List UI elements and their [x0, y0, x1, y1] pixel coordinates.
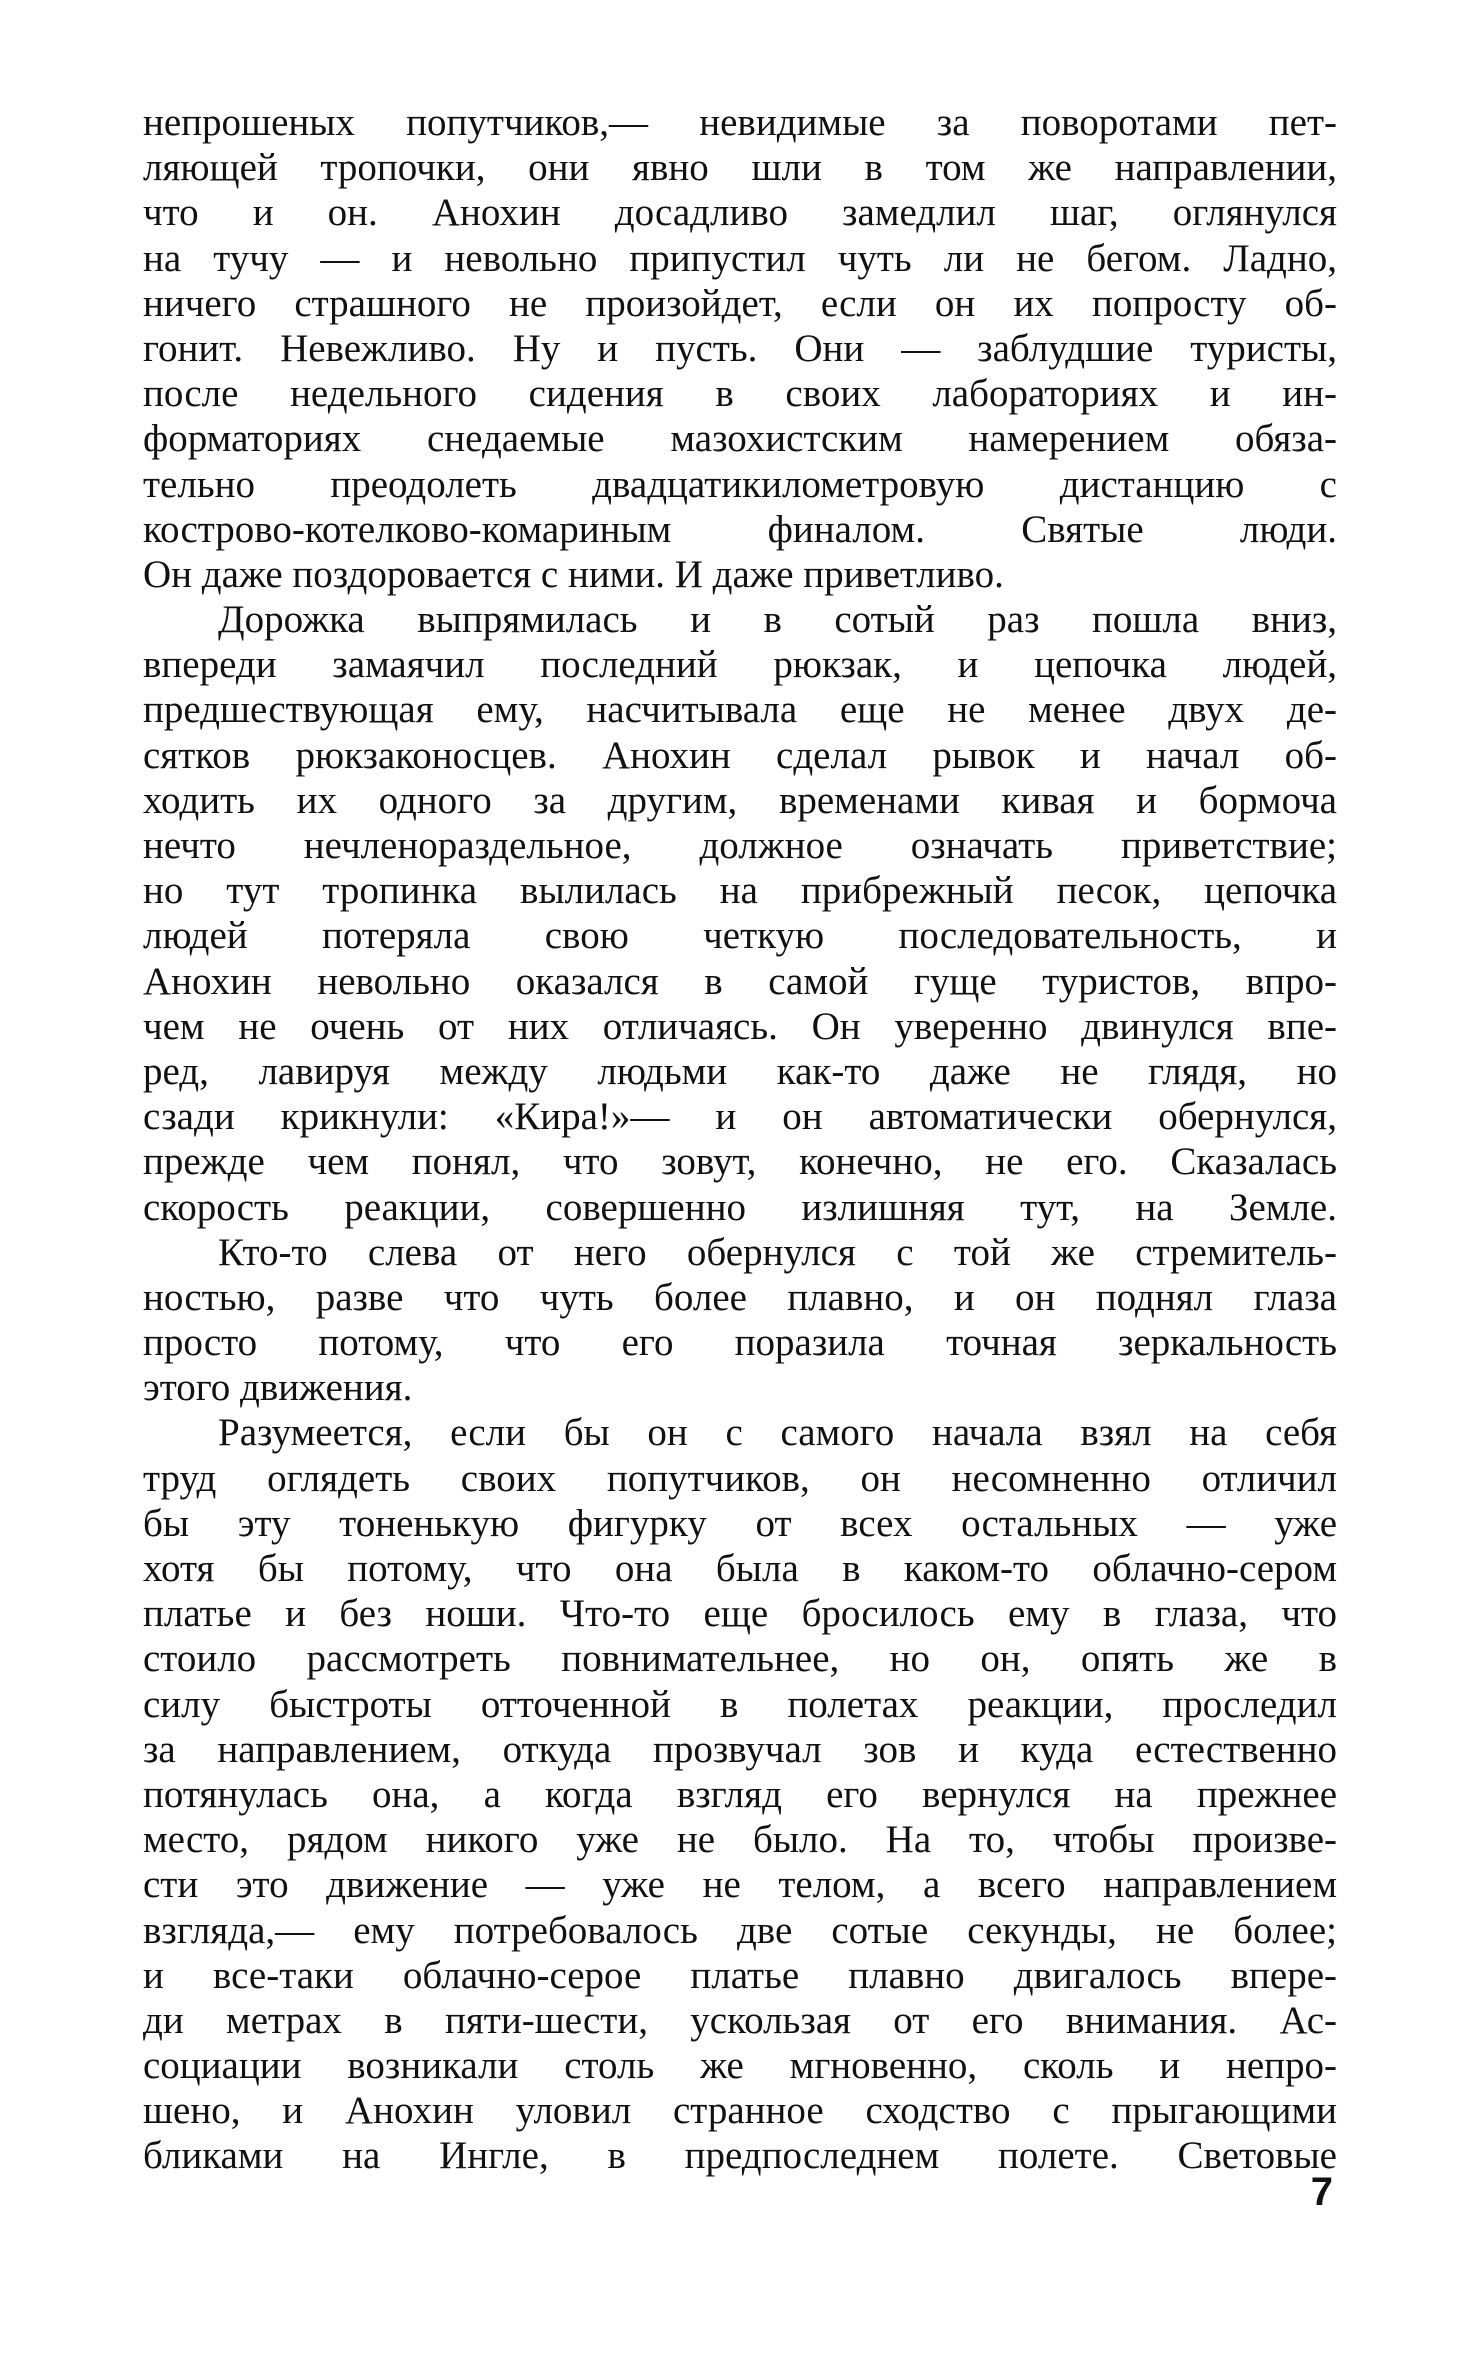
text-line-18: но тут тропинка вылилась на прибрежный песок, цепочка	[143, 869, 1337, 913]
text-line-35: стоило рассмотреть повнимательнее, но он, опять же в	[143, 1637, 1337, 1681]
text-line-15: сятков рюкзаконосцев. Анохин сделал рывок и начал об-	[143, 733, 1337, 777]
text-column	[143, 100, 1337, 2179]
text-line-31: труд оглядеть своих попутчиков, он несомненно отличил	[143, 1456, 1337, 1500]
page-number: 7	[1310, 2170, 1333, 2214]
text-line-16: ходить их одного за другим, временами кивая и бормоча	[143, 778, 1337, 822]
text-line-7: после недельного сидения в своих лабораториях и ин-	[143, 372, 1337, 416]
text-line-11: Он даже поздоровается с ними. И даже приветливо.	[143, 552, 1004, 596]
text-line-38: потянулась она, а когда взгляд его вернулся на прежнее	[143, 1772, 1337, 1816]
text-line-1: непрошеных попутчиков,— невидимые за поворотами пет-	[143, 101, 1337, 144]
text-line-39: место, рядом никого уже не было. На то, чтобы произве-	[143, 1818, 1337, 1862]
text-line-10: кострово-котелково-комариным финалом. Святые люди.	[143, 507, 1337, 551]
text-line-43: ди метрах в пяти-шести, ускользая от его внимания. Ас-	[143, 1998, 1337, 2042]
text-line-41: взгляда,— ему потребовалось две сотые секунды, не более;	[143, 1908, 1337, 1952]
text-line-6: гонит. Невежливо. Ну и пусть. Они — заблудшие туристы,	[143, 326, 1337, 370]
text-line-29: этого движения.	[143, 1366, 413, 1410]
text-line-37: за направлением, откуда прозвучал зов и куда естественно	[143, 1727, 1337, 1771]
text-line-46: бликами на Ингле, в предпоследнем полете. Световые	[143, 2134, 1337, 2178]
text-line-3: что и он. Анохин досадливо замедлил шаг, оглянулся	[143, 191, 1337, 235]
text-line-17: нечто нечленораздельное, должное означать приветствие;	[143, 824, 1337, 867]
text-line-25: скорость реакции, совершенно излишняя тут, на Земле.	[143, 1185, 1337, 1229]
text-line-42: и все-таки облачно-серое платье плавно двигалось впере-	[143, 1953, 1337, 1997]
text-line-19: людей потеряла свою четкую последовательность, и	[143, 914, 1337, 958]
text-line-36: силу быстроты отточенной в полетах реакции, проследил	[143, 1682, 1337, 1726]
text-line-33: хотя бы потому, что она была в каком-то облачно-сером	[143, 1547, 1337, 1590]
text-line-22: ред, лавируя между людьми как-то даже не глядя, но	[143, 1049, 1337, 1093]
text-line-30: Разумеется, если бы он с самого начала взял на себя	[218, 1411, 1337, 1455]
text-line-21: чем не очень от них отличаясь. Он уверенно двинулся впе-	[143, 1004, 1337, 1048]
text-line-28: просто потому, что его поразила точная зеркальность	[143, 1321, 1337, 1365]
text-line-14: предшествующая ему, насчитывала еще не менее двух де-	[143, 688, 1337, 732]
text-line-20: Анохин невольно оказался в самой гуще туристов, впро-	[143, 959, 1337, 1003]
text-line-45: шено, и Анохин уловил странное сходство с прыгающими	[143, 2089, 1337, 2133]
text-line-27: ностью, разве что чуть более плавно, и он поднял глаза	[143, 1275, 1337, 1319]
text-line-32: бы эту тоненькую фигурку от всех остальных — уже	[143, 1501, 1337, 1545]
text-line-4: на тучу — и невольно припустил чуть ли не бегом. Ладно,	[143, 236, 1337, 280]
text-line-8: форматориях снедаемые мазохистским намерением обяза-	[143, 417, 1337, 461]
text-line-24: прежде чем понял, что зовут, конечно, не его. Сказалась	[143, 1140, 1337, 1184]
text-line-34: платье и без ноши. Что-то еще бросилось ему в глаза, что	[143, 1592, 1337, 1636]
text-line-23: сзади крикнули: «Кира!»— и он автоматически обернулся,	[143, 1095, 1337, 1139]
text-line-9: тельно преодолеть двадцатикилометровую дистанцию с	[143, 462, 1337, 506]
text-line-44: социации возникали столь же мгновенно, сколь и непро-	[143, 2044, 1337, 2088]
text-line-12: Дорожка выпрямилась и в сотый раз пошла вниз,	[218, 598, 1337, 642]
text-line-26: Кто-то слева от него обернулся с той же стремитель-	[218, 1230, 1337, 1274]
text-line-2: ляющей тропочки, они явно шли в том же направлении,	[143, 146, 1337, 190]
text-line-5: ничего страшного не произойдет, если он их попросту об-	[143, 281, 1337, 325]
text-line-13: впереди замаячил последний рюкзак, и цепочка людей,	[143, 643, 1337, 687]
text-line-40: сти это движение — уже не телом, а всего направлением	[143, 1863, 1337, 1907]
